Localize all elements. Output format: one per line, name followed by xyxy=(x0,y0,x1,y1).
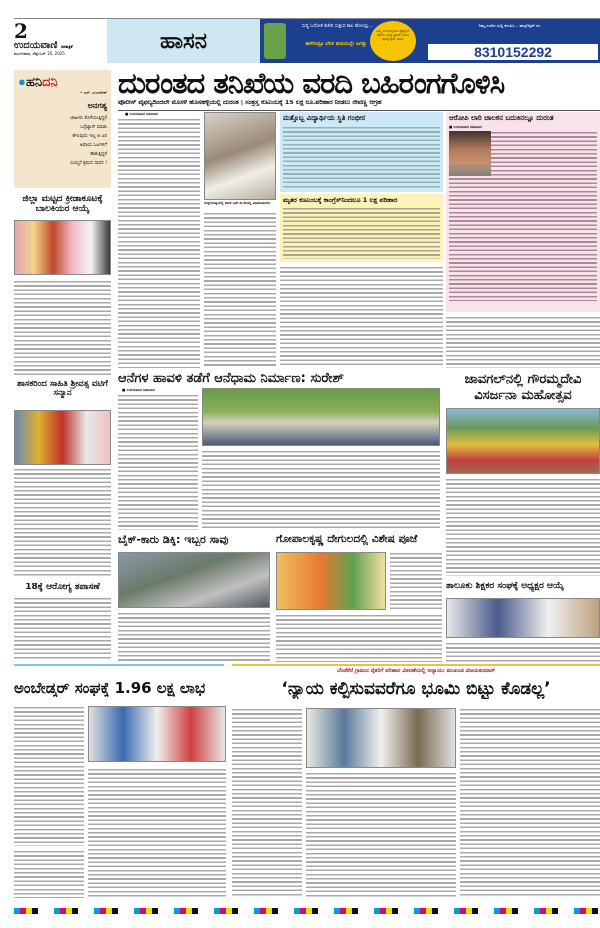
health-body xyxy=(14,597,111,659)
ad-line2: ಈಗೇನಿದ್ರೂ ಬೆರಳ ತುದಿಯಲ್ಲೇ ಜಗತ್ತು xyxy=(305,41,367,47)
ambedkar-body xyxy=(88,768,226,898)
lead-body-col3 xyxy=(280,266,443,368)
color-registration-bar xyxy=(14,908,600,914)
teachers-headline: ತಾಲೂಕು ಶಿಕ್ಷಕರ ಸಂಘಕ್ಕೆ ಅಧ್ಯಕ್ಷರ ಆಯ್ಕೆ xyxy=(446,582,564,591)
sports-body xyxy=(14,280,111,375)
poem-line: ಹಾಕುತ್ತಿದ್ದರೆ xyxy=(90,152,107,157)
poem-line: ಜಾಹೀರು ಕೊಳೆಯುತ್ತಿದ್ದರೆ xyxy=(70,116,107,121)
divider xyxy=(14,664,224,666)
student-headline: ಮತ್ತೊಬ್ಬ ವಿದ್ಯಾರ್ಥಿಯ ಸ್ಥಿತಿ ಗಂಭೀರ xyxy=(283,115,366,122)
land-headline: ‘ನ್ಯಾಯ ಕಲ್ಪಿಸುವವರೆಗೂ ಭೂಮಿ ಬಿಟ್ಟು ಕೊಡಲ್ಲ’ xyxy=(281,680,551,699)
divider xyxy=(118,110,600,111)
poem-heading: ಅನಗತ್ಯ xyxy=(87,101,107,110)
divider xyxy=(232,664,600,666)
hani-author: • ಎನ್. ಸುಂದರೇಶ್ xyxy=(80,90,107,95)
procession-photo xyxy=(446,408,600,474)
land-body xyxy=(306,772,456,898)
meeting-photo xyxy=(202,388,440,446)
felicitation-photo xyxy=(14,410,111,465)
section-title: ಹಾಸನ xyxy=(107,19,260,63)
temple-body xyxy=(276,614,442,662)
felicitation-headline: ಶಾಸಕರಿಂದ ಸಾಹಿತಿ ಶ್ರೀವತ್ಸ ವಟಿಗೆ ಸನ್ಮಾನ xyxy=(17,380,108,399)
ad-right-text: ನಿಮ್ಮ ಊರಿನ ಸುದ್ದಿ ಕಳುಹಿಸಿ... ವಾಟ್ಸ್ಆ್ಯಪ್ ನಂ. xyxy=(478,23,542,28)
ambedkar-body-col1b xyxy=(14,850,84,898)
teachers-photo xyxy=(446,598,600,638)
poem-line: ಅಪಾಯ ಓಟಗಳಿಗೆ xyxy=(79,143,107,148)
elephant-body-col1 xyxy=(118,394,198,530)
gowramma-body xyxy=(446,478,600,576)
elephant-body xyxy=(202,450,440,530)
phone-icon xyxy=(264,23,286,59)
land-body-col1 xyxy=(232,708,302,898)
bike-body xyxy=(118,612,270,662)
elephant-headline: ಆನೆಗಳ ಹಾವಳಿ ತಡೆಗೆ ಆನೆಧಾಮ ನಿರ್ಮಾಣ: ಸುರೇಶ್ xyxy=(118,372,344,386)
bike-headline: ಬೈಕ್-ಕಾರು ಡಿಕ್ಕಿ: ಇಬ್ಬರ ಸಾವು xyxy=(118,534,229,546)
sports-headline: ಜಿಲ್ಲಾ ಮಟ್ಟದ ಕ್ರೀಡಾಕೂಟಕ್ಕೆ ಬಾಲಕಿಯರ ಆಯ್ಕೆ xyxy=(22,195,103,214)
temple-headline: ಗೋಪಾಲಕೃಷ್ಣ ದೇಗುಲದಲ್ಲಿ ವಿಶೇಷ ಪೂಜೆ xyxy=(276,534,418,545)
poem-line: ಸುಮ್ಮನೆ ಶ್ರಮದ ಸಾಧನ ! xyxy=(70,161,107,166)
gowramma-headline: ಜಾವಗಲ್‌ನಲ್ಲಿ ಗೌರಮ್ಮದೇವಿ ವಿಸರ್ಜನಾ ಮಹೋತ್ಸವ xyxy=(464,372,582,403)
land-body-col3 xyxy=(460,708,600,898)
lead-body-col2 xyxy=(204,212,276,368)
lorry-byline: ■ ಉದಯವಾಣಿ ಸಮಾಚಾರ xyxy=(449,124,482,129)
masthead xyxy=(14,19,109,64)
page-number: 2 xyxy=(14,19,28,43)
whatsapp-news-ad[interactable] xyxy=(260,19,600,63)
lorry-driver-box xyxy=(446,112,600,312)
elephant-byline: ■ ಉದಯವಾಣಿ ಸಮಾಚಾರ xyxy=(122,388,155,392)
lead-headline: ದುರಂತದ ತನಿಖೆಯ ವರದಿ ಬಹಿರಂಗಗೊಳಿಸಿ xyxy=(118,68,505,100)
lead-body-col1 xyxy=(118,118,200,368)
hani-title: ಹನಿ xyxy=(25,74,43,89)
edition-tag: ದಿನಪತ್ರಿಕೆ xyxy=(60,44,73,49)
accident-photo xyxy=(118,552,270,608)
poem-line: ಕೇಳುವುದು ಇಲ್ಲ ಆ ಜನ xyxy=(72,134,107,139)
lead-byline: ■ ಉದಯವಾಣಿ ಸಮಾಚಾರ xyxy=(125,112,158,116)
congress-aid-box xyxy=(280,194,443,262)
teachers-body xyxy=(446,642,600,662)
ambedkar-body-col1 xyxy=(14,706,84,846)
ad-bubble: ನಿಮ್ಮ ಊರ್ನಲ್ಲಿರುವ ಪ್ರೊಫೈಲ್ ತೆಗೆದು, ಸುದ್ದಿ ಟ್ರೆಂಡ್ ಮಾಡಿ ವಾಟ್ಸ್ಆ್ಯಪ್ ಮಾಡಿ xyxy=(370,21,416,61)
lorry-headline: ಆರೋಪಿ ಲಾರಿ ಚಾಲಕನ ಬದುಕಿನಲ್ಲೂ ದುರಂತ xyxy=(449,115,554,122)
lead-subheadline: ಪೊಲೀಸ್ ವೈಫಲ್ಯದಿಂದಲೇ ಮೊಸಳೆ ಹೊಸಹಳ್ಳಿಯಲ್ಲಿ ದುರಂತ | ಸಂತ್ರಸ್ತ ಕುಟುಂಬಕ್ಕೆ 15 ಲಕ್ಷ ರೂ.ಪರಿಹಾರ ನೀಡಲು ರೇವಣ್ಣ ಆಗ್ರಹ xyxy=(118,100,382,106)
temple-photo xyxy=(276,552,386,610)
ambedkar-headline: ಅಂಬೇಡ್ಕರ್ ಸಂಘಕ್ಕೆ 1.96 ಲಕ್ಷ ಲಾಭ xyxy=(14,680,206,697)
paper-name: ಉದಯವಾಣಿ xyxy=(14,40,58,51)
health-headline: 18ಕ್ಕೆ ಆರೋಗ್ಯ ತಪಾಸಣೆ xyxy=(25,583,100,592)
student-box xyxy=(280,112,443,192)
congress-aid-body xyxy=(283,207,440,259)
ambedkar-photo xyxy=(88,706,226,762)
student-body xyxy=(283,126,440,190)
issue-date: ಮಂಗಳವಾರ, ಸೆಪ್ಟೆಂಬರ್ 16, 2025 xyxy=(14,51,65,56)
hani-dani-box: ●ಹನಿದನಿ • ಎನ್. ಸುಂದರೇಶ್ ಅನಗತ್ಯ ಜಾಹೀರು ಕೊಳೆಯುತ್ತಿದ್ದರೆ ಬಸ್ಸೆಟ್ಯಾರ್ ಮಾಡು ಕೇಳುವುದು ಇಲ್ಲ ಆ ಜನ ಅಪಾಯ ಓಟಗಳಿಗೆ ಹಾಕುತ್ತಿದ್ದರೆ ಸುಮ್ಮನೆ ಶ್ರಮದ ಸಾಧನ ! xyxy=(14,70,111,188)
ad-phone[interactable]: 8310152292 xyxy=(428,44,598,60)
felicitation-body xyxy=(14,468,111,578)
ad-line1: ಸುದ್ದಿ ಓದೋಕೆ ಕಚೇರಿ ಸುತ್ತುವ ಕಾಲ ಹೋಯ್ತು... xyxy=(301,24,374,29)
poem-line: ಬಸ್ಸೆಟ್ಯಾರ್ ಮಾಡು xyxy=(80,125,107,130)
temple-side-body xyxy=(390,552,442,610)
driver-photo xyxy=(449,131,491,176)
girls-team-photo xyxy=(14,220,111,275)
land-kicker: ಬೆಂಡೆಕೆರೆ ಗ್ರಾಮದ ರೈತರಿಗೆ ಪರಿಹಾರ ವಿತರಣೆಯಲ್ಲಿ ಅನ್ಯಾಯ: ಮುಖಂಡ ವಿಜಯಕುಮಾರ್ xyxy=(337,668,495,674)
revanna-photo xyxy=(204,112,276,200)
congress-aid-headline: ಮೃತರ ಕುಟುಂಬಕ್ಕೆ ಕಾಂಗ್ರೆಸ್‌ನಿಂದಲೂ 1 ಲಕ್ಷ ಪರಿಹಾರ xyxy=(283,197,398,204)
lead-caption: ಸುದ್ದಿಗೋಷ್ಠಿಯಲ್ಲಿ ಶಾಸಕ ಎಚ್.ಡಿ.ರೇವಣ್ಣ ಮಾತನಾಡಿದರು. xyxy=(204,201,272,205)
dani-title: ದನಿ xyxy=(42,74,58,89)
lead-body-col4 xyxy=(446,316,600,368)
farmers-photo xyxy=(306,708,456,768)
